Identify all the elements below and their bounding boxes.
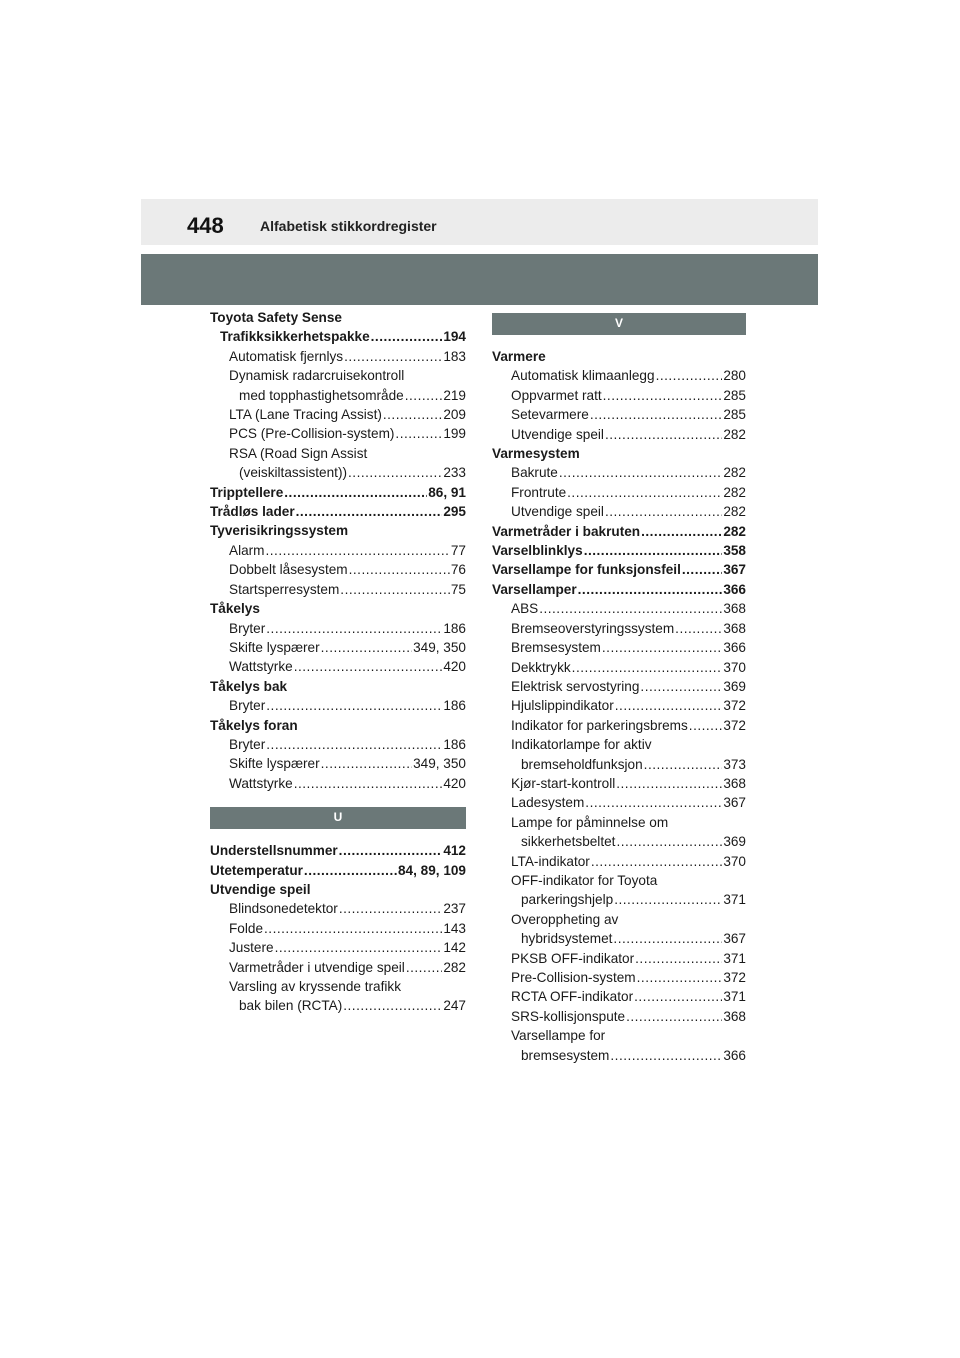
- index-entry: LTA-indikator ..... 370: [492, 852, 746, 871]
- index-entry: med topphastighetsområde ..... 219: [210, 386, 466, 405]
- index-entry-line: Dynamisk radarcruisekontroll: [229, 368, 405, 384]
- section-bar-u: U: [210, 807, 466, 829]
- index-entry: Bremseoverstyringssystem ..... 368: [492, 619, 746, 638]
- index-entry: Pre-Collision-system ..... 372: [492, 968, 746, 987]
- index-entry: Bryter ..... 186: [210, 696, 466, 715]
- index-entry: bak bilen (RCTA) ..... 247: [210, 996, 466, 1015]
- index-entry: Dekktrykk ..... 370: [492, 658, 746, 677]
- page-header: [141, 199, 818, 245]
- index-entry-line: Varsling av kryssende trafikk: [229, 979, 401, 994]
- index-entry: Tripptellere ..... 86, 91: [210, 483, 466, 502]
- index-entry: RCTA OFF-indikator ..... 371: [492, 987, 746, 1006]
- index-entry: Understellsnummer ..... 412: [210, 841, 466, 860]
- index-entry: Varmetråder i bakruten ..... 282: [492, 522, 746, 541]
- index-entry: Varselblinklys ..... 358: [492, 541, 746, 560]
- index-entry: Elektrisk servostyring ..... 369: [492, 677, 746, 696]
- index-heading: Tyverisikringssystem: [210, 523, 349, 539]
- index-entry: ABS ..... 368: [492, 599, 746, 618]
- index-entry: Automatisk fjernlys ..... 183: [210, 347, 466, 366]
- index-entry: Varsellamper ..... 366: [492, 580, 746, 599]
- index-heading: Tåkelys foran: [210, 717, 298, 733]
- index-entry-line: Lampe for påminnelse om: [511, 814, 669, 830]
- index-heading: Utvendige speil: [210, 881, 311, 897]
- index-heading: Tåkelys bak: [210, 678, 288, 694]
- index-entry: bremsesystem ..... 366: [492, 1046, 746, 1065]
- header-band: [141, 254, 818, 305]
- index-entry: Kjør-start-kontroll ..... 368: [492, 774, 746, 793]
- index-entry: Utvendige speil ..... 282: [492, 502, 746, 521]
- index-entry: Indikator for parkeringsbrems ..... 372: [492, 716, 746, 735]
- index-entry: Skifte lyspærer ..... 349, 350: [210, 754, 466, 773]
- index-entry: (veiskiltassistent)) ..... 233: [210, 463, 466, 482]
- index-entry: Automatisk klimaanlegg ..... 280: [492, 366, 746, 385]
- spacer: [210, 793, 466, 807]
- index-entry: Oppvarmet ratt ..... 285: [492, 386, 746, 405]
- index-entry: Dobbelt låsesystem ..... 76: [210, 560, 466, 579]
- index-heading: Varmere: [492, 349, 546, 364]
- index-entry-line: Varsellampe for: [511, 1028, 606, 1044]
- index-entry: Alarm ..... 77: [210, 541, 466, 560]
- index-entry: Bryter ..... 186: [210, 735, 466, 754]
- index-entry: Wattstyrke ..... 420: [210, 657, 466, 676]
- index-entry: PKSB OFF-indikator ..... 371: [492, 949, 746, 968]
- index-entry: Trådløs lader ..... 295: [210, 502, 466, 521]
- index-entry: Ladesystem ..... 367: [492, 793, 746, 812]
- index-column-right: [492, 313, 746, 1065]
- index-entry: Varsellampe for funksjonsfeil ..... 367: [492, 560, 746, 579]
- index-entry: Bryter ..... 186: [210, 619, 466, 638]
- index-entry: Bremsesystem ..... 366: [492, 638, 746, 657]
- index-entry-line: RSA (Road Sign Assist: [229, 445, 368, 461]
- page-number: 448: [187, 213, 224, 238]
- index-heading: Toyota Safety Sense: [210, 310, 342, 325]
- index-entry: PCS (Pre-Collision-system) ..... 199: [210, 424, 466, 443]
- index-entry: Wattstyrke ..... 420: [210, 774, 466, 793]
- index-entry: Varmetråder i utvendige speil ..... 282: [210, 958, 466, 977]
- index-entry: hybridsystemet ..... 367: [492, 929, 746, 948]
- index-entry: Trafikksikkerhetspakke ..... 194: [210, 327, 466, 346]
- index-entry: SRS-kollisjonspute ..... 368: [492, 1007, 746, 1026]
- index-entry: Skifte lyspærer ..... 349, 350: [210, 638, 466, 657]
- index-entry: Bakrute ..... 282: [492, 463, 746, 482]
- index-entry: Startsperresystem ..... 75: [210, 580, 466, 599]
- index-entry: Frontrute ..... 282: [492, 483, 746, 502]
- header-title: Alfabetisk stikkordregister: [260, 218, 437, 234]
- index-heading: Tåkelys: [210, 601, 260, 617]
- index-entry: Blindsonedetektor ..... 237: [210, 899, 466, 918]
- spacer: [492, 335, 746, 347]
- index-entry: Hjulslippindikator ..... 372: [492, 696, 746, 715]
- index-entry-line: OFF-indikator for Toyota: [511, 872, 658, 888]
- index-entry: Setevarmere ..... 285: [492, 405, 746, 424]
- index-entry: sikkerhetsbeltet ..... 369: [492, 832, 746, 851]
- index-entry: bremseholdfunksjon ..... 373: [492, 755, 746, 774]
- index-entry: Utvendige speil ..... 282: [492, 425, 746, 444]
- index-entry: Folde ..... 143: [210, 919, 466, 938]
- index-entry: Justere ..... 142: [210, 938, 466, 957]
- index-entry-line: Indikatorlampe for aktiv: [511, 737, 652, 753]
- index-entry: Utetemperatur ..... 84, 89, 109: [210, 861, 466, 880]
- index-entry: parkeringshjelp ..... 371: [492, 890, 746, 909]
- section-bar-v: V: [492, 313, 746, 335]
- index-column-left: [210, 308, 466, 1016]
- index-heading: Varmesystem: [492, 446, 580, 462]
- index-entry-line: Overoppheting av: [511, 911, 619, 927]
- spacer: [210, 829, 466, 841]
- index-entry: LTA (Lane Tracing Assist) ..... 209: [210, 405, 466, 424]
